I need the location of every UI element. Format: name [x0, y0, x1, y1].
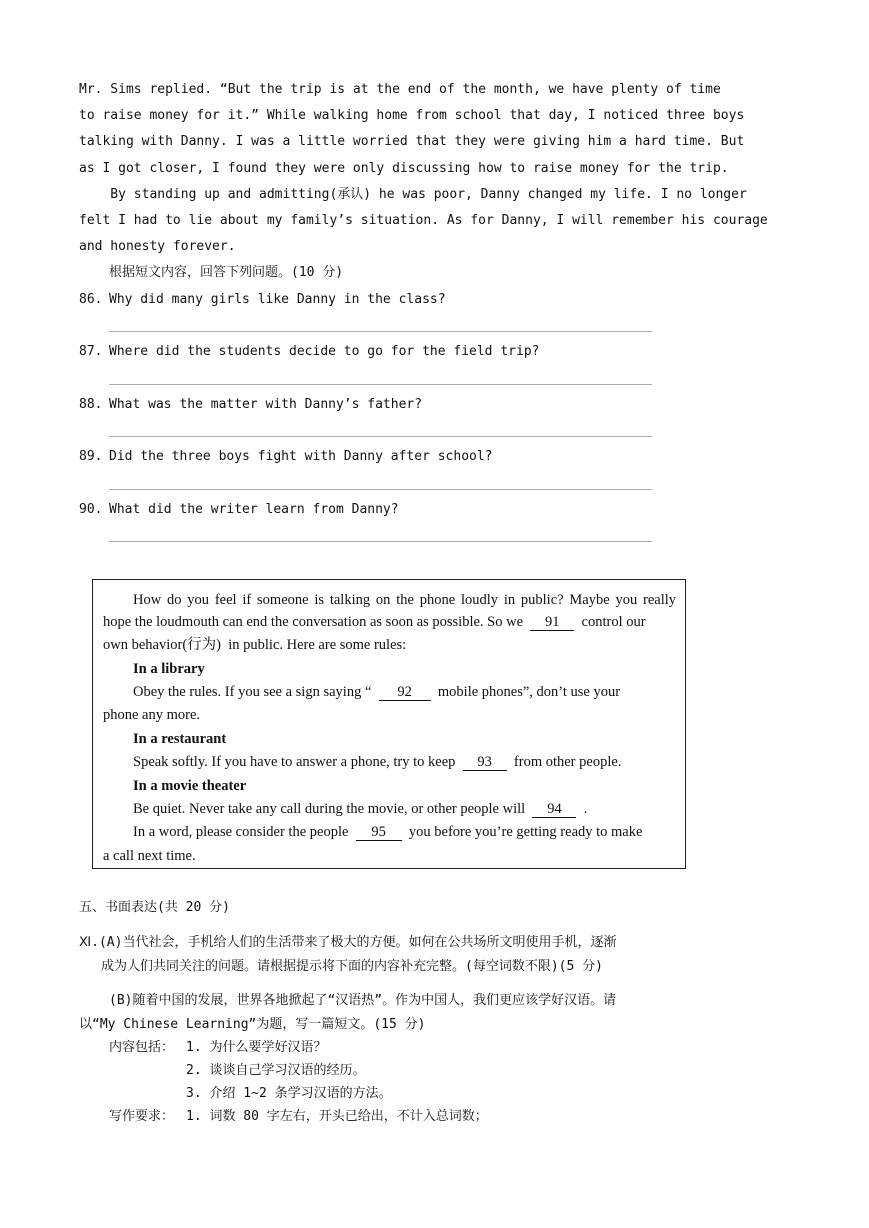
content-item-1: 1. 为什么要学好汉语？ — [186, 1040, 327, 1055]
question-text: What was the matter with Danny’s father? — [109, 397, 423, 412]
heading-theater: In a movie theater — [133, 778, 247, 794]
passage-line-2: to raise money for it.” While walking home from school that day, I noticed three boys — [79, 108, 745, 123]
box-line-1: How do you feel if someone is talking on the phone loudly in public? Maybe you really — [133, 592, 676, 608]
passage-line-7: and honesty forever. — [79, 239, 236, 254]
blank-91[interactable]: 91 — [530, 614, 574, 631]
blank-94[interactable]: 94 — [532, 801, 576, 818]
heading-restaurant: In a restaurant — [133, 731, 227, 747]
requirement-label: 写作要求： — [109, 1109, 175, 1124]
content-item-3: 3. 介绍 1~2 条学习汉语的方法。 — [186, 1086, 392, 1101]
passage-line-6: felt I had to lie about my family’s situation. As for Danny, I will remember his courage — [79, 213, 768, 228]
box-line-2 — [103, 612, 646, 632]
answer-line[interactable] — [109, 331, 652, 332]
blank-95[interactable]: 95 — [356, 824, 402, 841]
passage-line-5: By standing up and admitting(承认) he was poor, Danny changed my life. I no longer — [79, 187, 747, 202]
question-number: 90. — [79, 502, 103, 517]
box-line-3: own behavior(行为) in public. Here are some rules: — [103, 637, 407, 653]
passage-line-4: as I got closer, I found they were only discussing how to raise money for the trip. — [79, 161, 729, 176]
answer-line[interactable] — [109, 384, 652, 385]
box-line-12: a call next time. — [103, 848, 196, 864]
box-line-5 — [133, 682, 620, 702]
question-text: What did the writer learn from Danny? — [109, 502, 399, 517]
question-number: 86. — [79, 292, 103, 307]
box-text: you before you’re getting ready to make — [408, 824, 643, 840]
xi-line-a1 — [79, 934, 616, 952]
passage-line-3: talking with Danny. I was a little worried that they were giving him a hard time. But — [79, 134, 745, 149]
box-text: hope the loudmouth can end the conversation as soon as possible. So we — [103, 614, 524, 630]
cloze-passage-box — [92, 579, 686, 869]
question-number: 87. — [79, 344, 103, 359]
xi-line-b1: (B)随着中国的发展，世界各地掀起了“汉语热”。作为中国人，我们更应该学好汉语。请 — [109, 993, 617, 1008]
question-number: 88. — [79, 397, 103, 412]
reading-instruction: 根据短文内容，回答下列问题。(10 分) — [109, 265, 344, 280]
xi-text: (A)当代社会，手机给人们的生活带来了极大的方便。如何在公共场所文明使用手机，逐渐 — [98, 935, 617, 950]
blank-92[interactable]: 92 — [379, 684, 431, 701]
question-text: Where did the students decide to go for the field trip? — [109, 344, 540, 359]
passage-line-1: Mr. Sims replied. “But the trip is at the end of the month, we have plenty of time — [79, 82, 721, 97]
box-text: . — [583, 801, 588, 817]
blank-93[interactable]: 93 — [463, 754, 507, 771]
content-item-2: 2. 谈谈自己学习汉语的经历。 — [186, 1063, 366, 1078]
box-text: control our — [581, 614, 646, 630]
box-line-10 — [133, 799, 587, 819]
box-text: In a word, please consider the people — [133, 824, 349, 840]
box-line-6: phone any more. — [103, 707, 201, 723]
xi-line-b2: 以“My Chinese Learning”为题，写一篇短文。(15 分) — [79, 1017, 426, 1032]
question-number: 89. — [79, 449, 103, 464]
box-text: Speak softly. If you have to answer a phone, try to keep — [133, 754, 456, 770]
box-text: from other people. — [513, 754, 622, 770]
section-number: Ⅺ. — [79, 935, 99, 950]
question-text: Why did many girls like Danny in the class? — [109, 292, 446, 307]
requirement-item-1: 1. 词数 80 字左右，开头已给出，不计入总词数； — [186, 1109, 488, 1124]
heading-library: In a library — [133, 661, 205, 677]
question-text: Did the three boys fight with Danny after school? — [109, 449, 493, 464]
box-line-8 — [133, 752, 621, 772]
box-text: Obey the rules. If you see a sign saying “ — [133, 684, 372, 700]
content-label: 内容包括： — [109, 1040, 175, 1055]
section-heading: 五、书面表达(共 20 分) — [79, 900, 230, 915]
xi-line-a2: 成为人们共同关注的问题。请根据提示将下面的内容补充完整。(每空词数不限)(5 分) — [101, 959, 603, 974]
box-text: Be quiet. Never take any call during the movie, or other people will — [133, 801, 526, 817]
answer-line[interactable] — [109, 436, 652, 437]
box-text: mobile phones”, don’t use your — [437, 684, 621, 700]
answer-line[interactable] — [109, 489, 652, 490]
answer-line[interactable] — [109, 541, 652, 542]
box-line-11 — [133, 822, 642, 842]
